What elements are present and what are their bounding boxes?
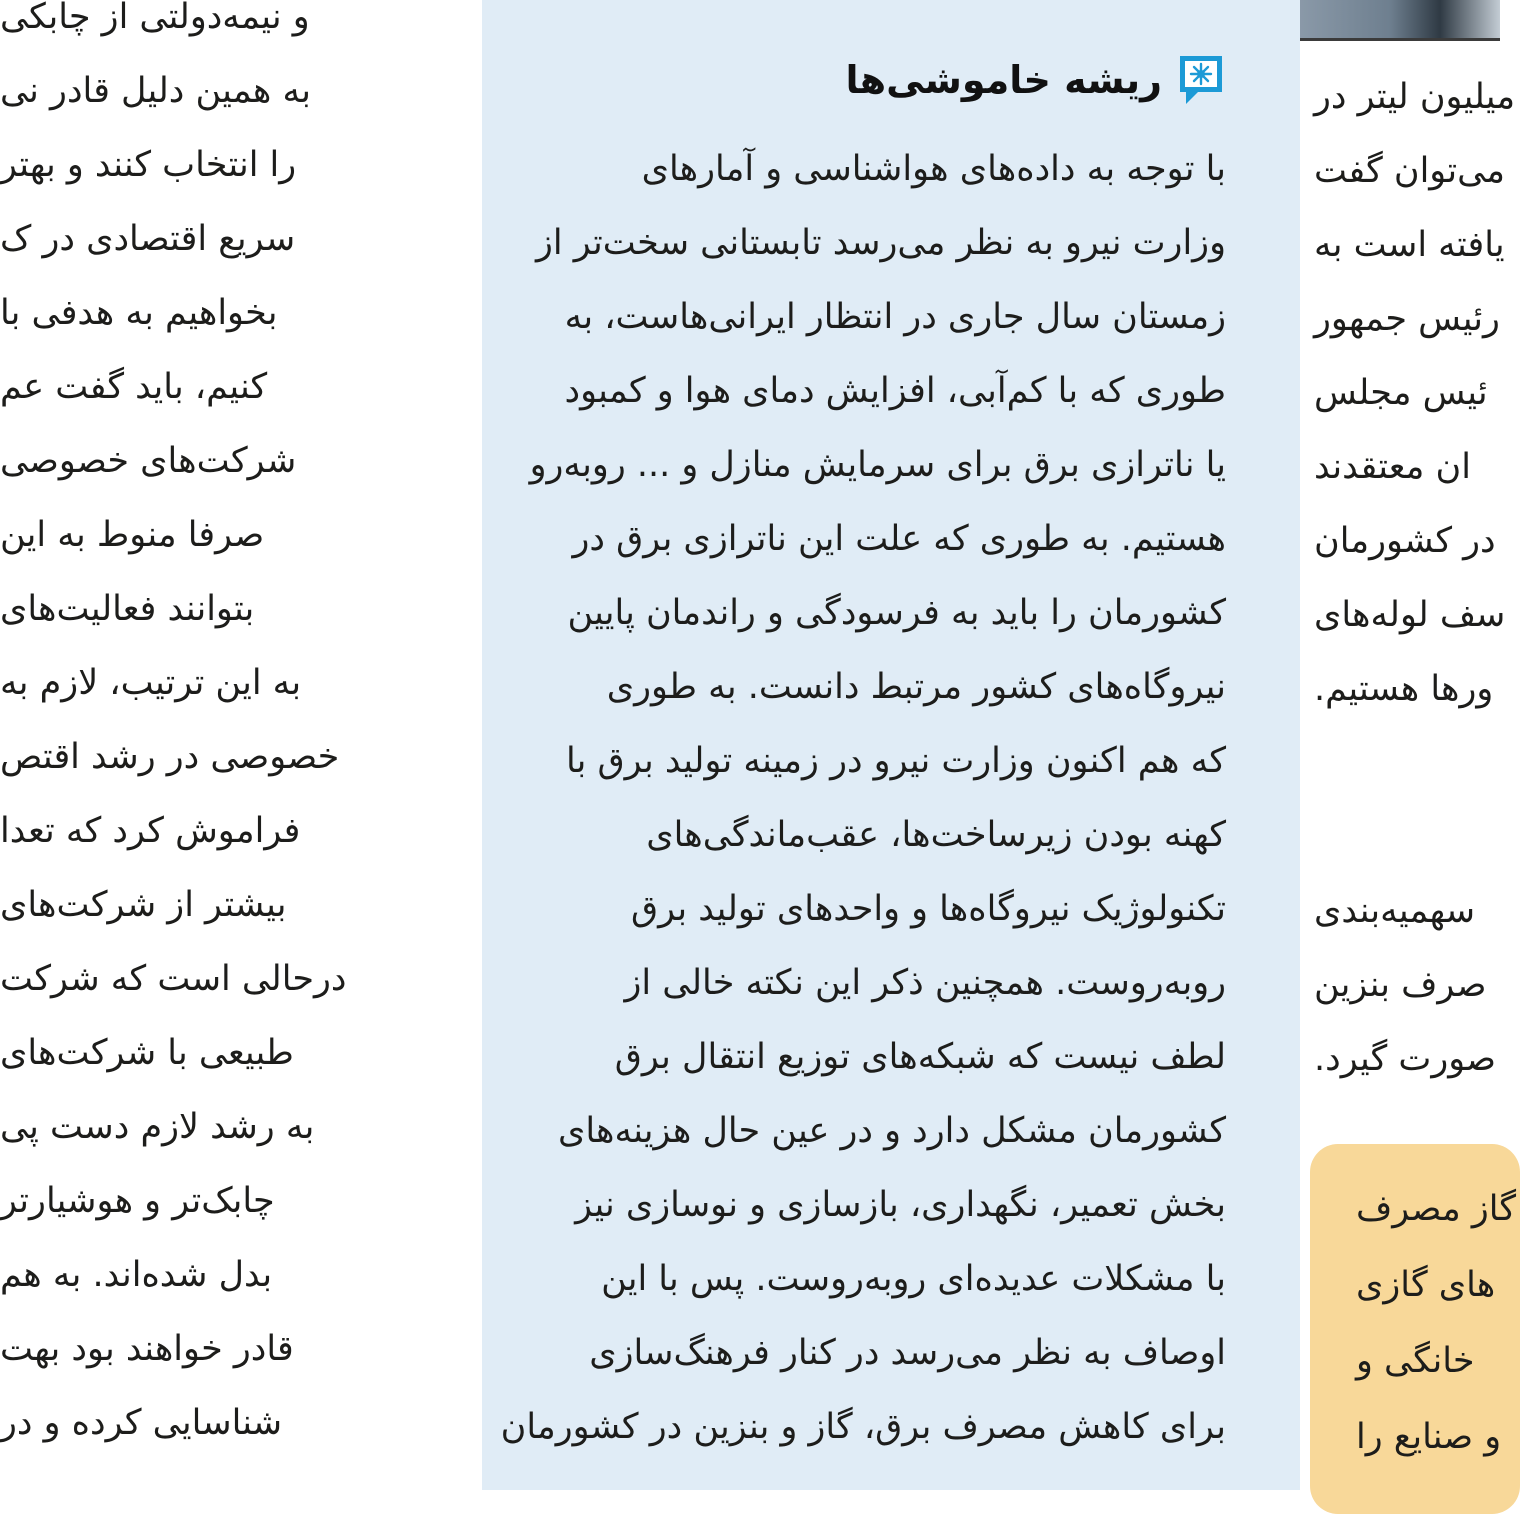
box-line: زمستان سال جاری در انتظار ایرانی‌هاست، به: [564, 297, 1226, 337]
box-header: [845, 50, 1226, 110]
box-line: نیروگاه‌های کشور مرتبط دانست. به طوری: [606, 667, 1226, 707]
right-line: سهمیه‌بندی: [1314, 891, 1476, 931]
box-line: که هم اکنون وزارت نیرو در زمینه تولید برق با: [566, 741, 1226, 781]
sidebar-box: [482, 0, 1300, 1490]
left-line: کنیم، باید گفت عم: [0, 367, 268, 407]
left-line: درحالی است که شرکت: [0, 959, 347, 999]
left-line: قادر خواهند بود بهت: [0, 1329, 294, 1369]
right-line: ورها هستیم.: [1314, 669, 1494, 709]
left-line: صرفا منوط به این: [0, 515, 265, 555]
left-line: و نیمه‌دولتی از چابکی: [0, 0, 310, 37]
chat-bubble-sparkle-icon: [1176, 52, 1226, 108]
left-line: سریع اقتصادی در ک: [0, 219, 296, 259]
box-line: هستیم. به طوری که علت این ناترازی برق در: [572, 519, 1226, 559]
left-line: چابک‌تر و هوشیارتر: [0, 1181, 275, 1221]
box-title: ریشه خاموشی‌ها: [845, 58, 1162, 102]
left-article-column: [0, 0, 347, 1490]
box-line: کهنه بودن زیرساخت‌ها، عقب‌ماندگی‌های: [646, 815, 1226, 855]
box-line: وزارت نیرو به نظر می‌رسد تابستانی سخت‌تر از: [535, 223, 1226, 263]
right-line: یافته است به: [1314, 225, 1505, 265]
right-line: صورت گیرد.: [1314, 1039, 1497, 1079]
left-line: بیشتر از شرکت‌های: [0, 885, 287, 925]
left-line: بخواهیم به هدفی با: [0, 293, 278, 333]
left-line: بدل شده‌اند. به هم: [0, 1255, 273, 1295]
left-line: شناسایی کرده و در: [0, 1403, 283, 1443]
left-line: را انتخاب کنند و بهتر: [0, 145, 297, 185]
box-line: تکنولوژیک نیروگاه‌ها و واحدهای تولید برق: [630, 889, 1226, 929]
box-line: لطف نیست که شبکه‌های توزیع انتقال برق: [614, 1037, 1226, 1077]
highlight-line: های گازی: [1356, 1265, 1496, 1305]
right-line: ان معتقدند: [1314, 447, 1471, 487]
right-line: در کشورمان: [1314, 521, 1496, 561]
box-line: طوری که با کم‌آبی، افزایش دمای هوا و کمبود: [564, 371, 1226, 411]
box-line: یا ناترازی برق برای سرمایش منازل و ... روبه‌رو: [529, 445, 1226, 485]
highlight-line: خانگی و: [1356, 1341, 1475, 1381]
left-line: به همین دلیل قادر نی: [0, 71, 312, 111]
highlight-line: گاز مصرف: [1356, 1189, 1517, 1229]
box-line: بخش تعمیر، نگهداری، بازسازی و نوسازی نیز: [575, 1185, 1226, 1225]
box-line: برای کاهش مصرف برق، گاز و بنزین در کشورمان: [500, 1407, 1226, 1447]
left-line: فراموش کرد که تعدا: [0, 811, 301, 851]
left-line: خصوصی در رشد اقتص: [0, 737, 340, 777]
right-line: میلیون لیتر در: [1314, 77, 1516, 117]
left-line: شرکت‌های خصوصی: [0, 441, 297, 481]
highlight-box: [1310, 1144, 1520, 1514]
box-line: با مشکلات عدیده‌ای روبه‌روست. پس با این: [601, 1259, 1226, 1299]
box-line: اوصاف به نظر می‌رسد در کنار فرهنگ‌سازی: [589, 1333, 1226, 1373]
left-line: بتوانند فعالیت‌های: [0, 589, 255, 629]
right-line: رئیس جمهور: [1314, 299, 1500, 339]
right-line: سف لوله‌های: [1314, 595, 1506, 635]
right-line: صرف بنزین: [1314, 965, 1487, 1005]
right-line: ئیس مجلس: [1314, 373, 1488, 413]
box-line: روبه‌روست. همچنین ذکر این نکته خالی از: [624, 963, 1226, 1003]
right-line: می‌توان گفت: [1314, 151, 1506, 191]
left-line: به رشد لازم دست پی: [0, 1107, 315, 1147]
box-line: کشورمان مشکل دارد و در عین حال هزینه‌های: [557, 1111, 1226, 1151]
box-line: کشورمان را باید به فرسودگی و راندمان پایین: [567, 593, 1226, 633]
left-line: طبیعی با شرکت‌های: [0, 1033, 294, 1073]
box-line: با توجه به داده‌های هواشناسی و آمارهای: [641, 149, 1226, 189]
left-line: به این ترتیب، لازم به: [0, 663, 302, 703]
highlight-line: و صنایع را: [1356, 1417, 1502, 1457]
